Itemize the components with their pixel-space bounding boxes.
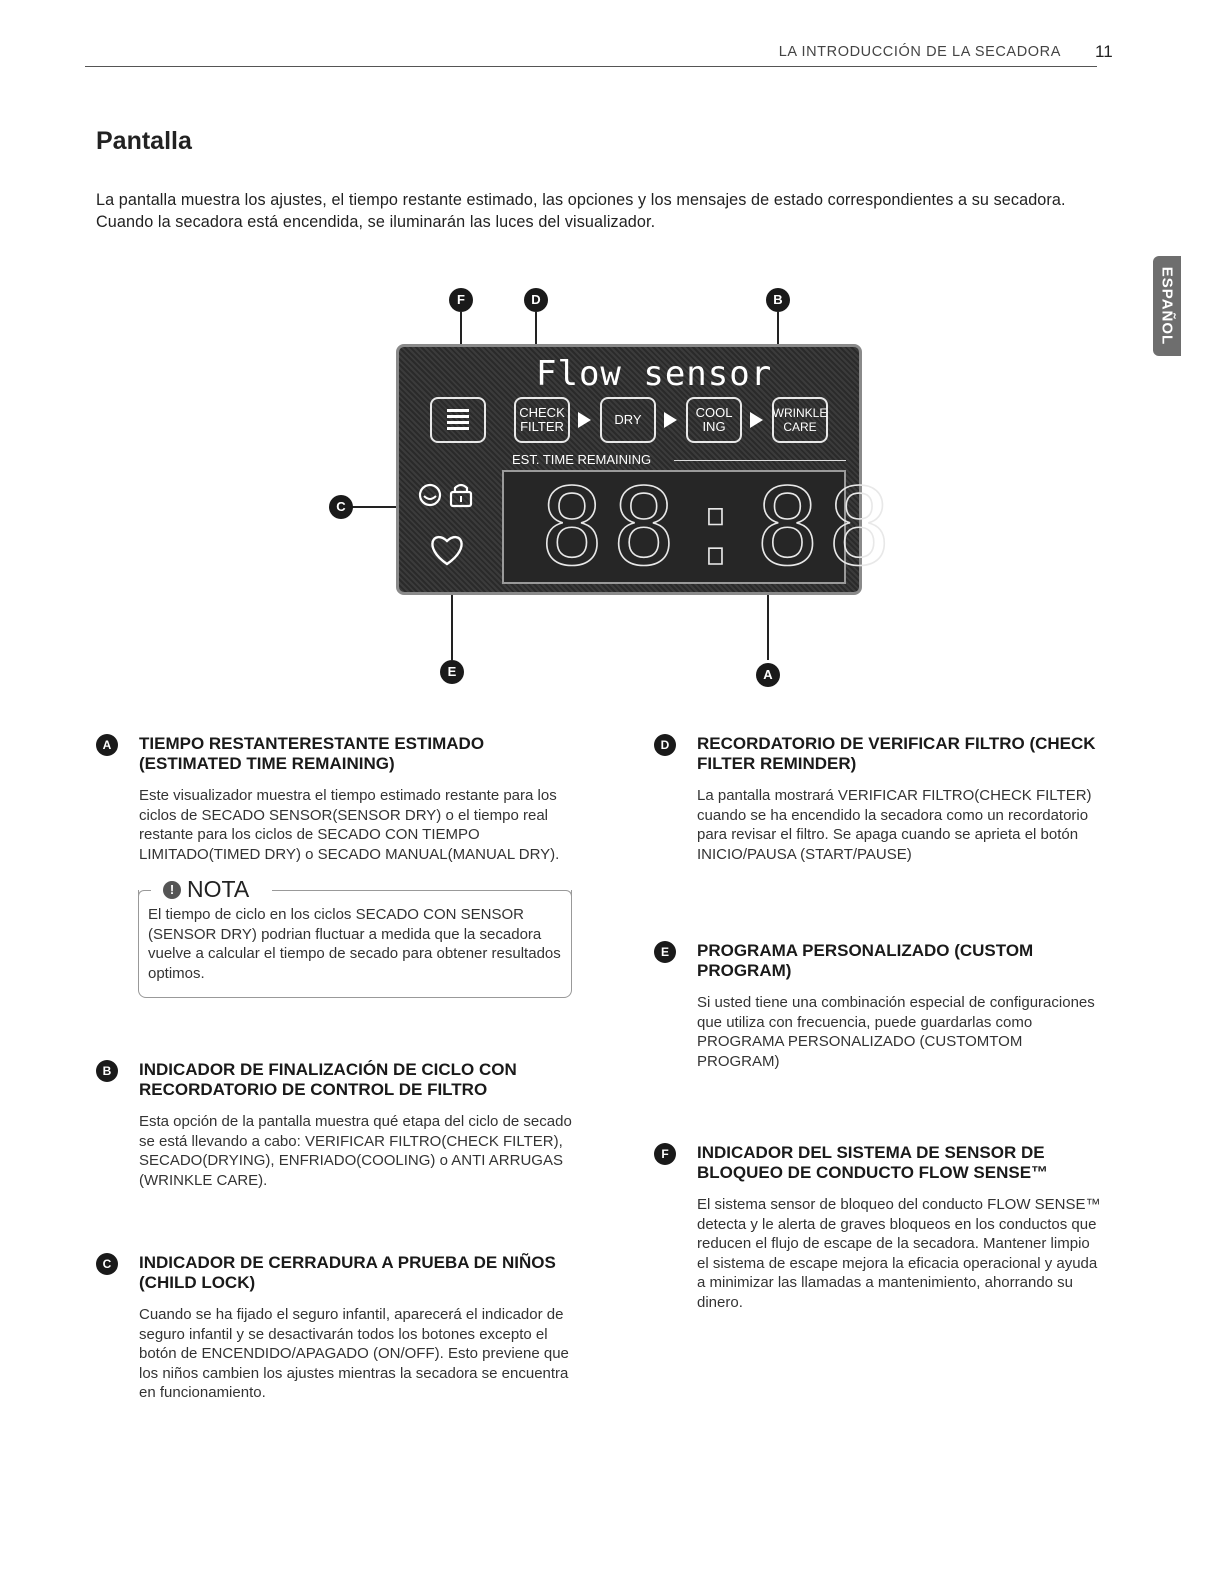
marker-e-icon: E — [654, 941, 676, 963]
marker-d: D — [524, 288, 548, 312]
section-a-body: Este visualizador muestra el tiempo estimado restante para los ciclos de SECADO SENSOR(SENSOR DRY) o el tiempo real restante para los ciclos de SECADO CON TIEMPO LIMITADO(TIMED DRY) o SECADO MANUAL(MANUAL DRY). — [139, 787, 560, 863]
marker-b: B — [766, 288, 790, 312]
language-tab-label: ESPAÑOL — [1158, 266, 1176, 346]
child-lock-icon — [417, 480, 477, 510]
warning-icon: ! — [163, 881, 181, 899]
leader-e — [451, 585, 453, 660]
dry-indicator: DRY — [600, 397, 656, 443]
time-digits: 88:88 — [540, 466, 900, 589]
marker-e: E — [440, 660, 464, 684]
marker-a: A — [756, 663, 780, 687]
section-f-title: INDICADOR DEL SISTEMA DE SENSOR DE BLOQUEO DE CONDUCTO FLOW SENSE™ — [697, 1143, 1049, 1182]
section-e — [654, 941, 1104, 1071]
flow-bars-icon — [443, 405, 473, 435]
marker-f-icon: F — [654, 1143, 676, 1165]
est-time-rule — [674, 460, 846, 461]
arrow-right-icon — [578, 412, 591, 428]
flow-sense-icon — [430, 397, 486, 443]
heart-icon — [428, 533, 466, 567]
note-body: El tiempo de ciclo en los ciclos SECADO CON SENSOR (SENSOR DRY) podrian fluctuar a medida que la secadora vuelve a calcular el tiempo de secado para obtener resultados optimos. — [148, 906, 561, 982]
marker-a-icon: A — [96, 734, 118, 756]
section-e-body: Si usted tiene una combinación especial de configuraciones que utiliza con frecuencia, puede guardarlas como PROGRAMA PERSONALIZADO (CUSTOMTOM PROGRAM) — [697, 994, 1095, 1070]
header-rule — [85, 66, 1097, 67]
section-f — [654, 1143, 1104, 1313]
marker-d-icon: D — [654, 734, 676, 756]
arrow-right-icon — [750, 412, 763, 428]
section-a — [96, 734, 586, 864]
section-c-body: Cuando se ha fijado el seguro infantil, aparecerá el indicador de seguro infantil y se desactivarán todos los botones excepto el botón de ENCENDIDO/APAGADO (ON/OFF). Esto previene que los niños cambien los ajustes mientras la secadora se encuentra en funcionamiento. — [139, 1306, 569, 1402]
page-title: Pantalla — [96, 127, 192, 155]
section-b-body: Esta opción de la pantalla muestra qué etapa del ciclo de secado se está llevando a cabo: VERIFICAR FILTRO(CHECK FILTER), SECADO(DRYING), ENFRIADO(COOLING) o ANTI ARRUGAS (WRINKLE CARE). — [139, 1113, 572, 1189]
section-f-body: El sistema sensor de bloqueo del conducto FLOW SENSE™ detecta y le alerta de graves bloqueos en los conductos que reducen el flujo de escape de la secadora. Mantener limpio el sistema de escape mejora la eficacia operacional y ayuda a minimizar las llamadas a mantenimiento, ahorrando su dinero. — [697, 1196, 1101, 1311]
section-d — [654, 734, 1104, 864]
page-number: 11 — [1095, 42, 1113, 61]
section-b-title: INDICADOR DE FINALIZACIÓN DE CICLO CON RECORDATORIO DE CONTROL DE FILTRO — [139, 1060, 517, 1099]
wrinkle-care-indicator: WRINKLE CARE — [772, 397, 828, 443]
est-time-label: EST. TIME REMAINING — [512, 452, 652, 467]
note-heading — [163, 876, 249, 903]
section-d-title: RECORDATORIO DE VERIFICAR FILTRO (CHECK FILTER REMINDER) — [697, 734, 1096, 773]
running-head: LA INTRODUCCIÓN DE LA SECADORA — [778, 44, 1061, 60]
marker-b-icon: B — [96, 1060, 118, 1082]
marker-c-icon: C — [96, 1253, 118, 1275]
section-d-body: La pantalla mostrará VERIFICAR FILTRO(CHECK FILTER) cuando se ha encendido la secadora como un recordatorio para revisar el filtro. Se apaga cuando se aprieta el botón INICIO/PAUSA (START/PAUSE) — [697, 787, 1092, 863]
flow-sensor-logo: Flow sensor — [536, 354, 773, 394]
section-c — [96, 1253, 586, 1403]
intro-paragraph: La pantalla muestra los ajustes, el tiempo restante estimado, las opciones y los mensajes de estado correspondientes a su secadora. Cuando la secadora está encendida, se iluminarán las luces del visualizador. — [96, 191, 1066, 231]
arrow-right-icon — [664, 412, 677, 428]
check-filter-indicator: CHECK FILTER — [514, 397, 570, 443]
marker-f: F — [449, 288, 473, 312]
note-label: NOTA — [187, 876, 250, 902]
section-b — [96, 1060, 586, 1190]
section-a-title: TIEMPO RESTANTERESTANTE ESTIMADO (ESTIMATED TIME REMAINING) — [139, 734, 485, 773]
section-c-title: INDICADOR DE CERRADURA A PRUEBA DE NIÑOS (CHILD LOCK) — [139, 1253, 556, 1292]
section-e-title: PROGRAMA PERSONALIZADO (CUSTOM PROGRAM) — [697, 941, 1034, 980]
cooling-indicator: COOL ING — [686, 397, 742, 443]
language-tab — [1153, 256, 1181, 356]
marker-c: C — [329, 495, 353, 519]
